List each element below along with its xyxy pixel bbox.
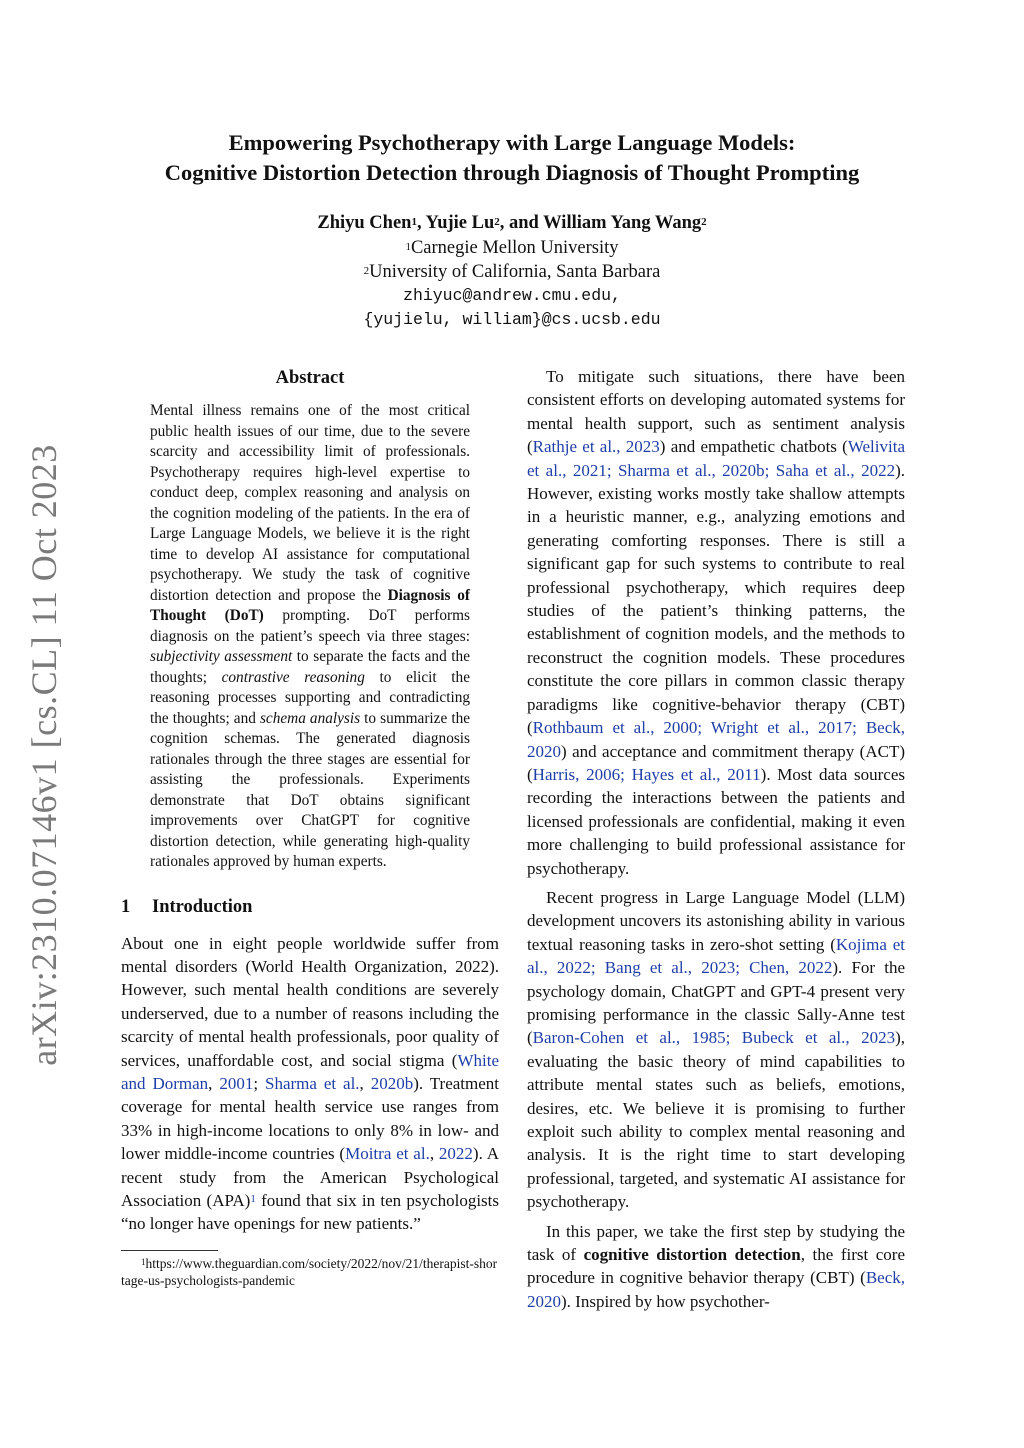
citation-link[interactable]: Welivita et al., 2021; Sharma et al., 2020b; Saha et al., 2022: [527, 437, 905, 480]
paper-title: [100, 128, 924, 188]
citation-link[interactable]: Moitra et al.: [345, 1144, 430, 1164]
text-run: ). A recent study from the American Psychological Association (APA): [121, 1144, 500, 1210]
citation-link[interactable]: 2020b: [370, 1073, 414, 1093]
text-run: ) and empathetic chatbots (: [659, 437, 848, 457]
section-title: Introduction: [152, 896, 253, 917]
stage-name: subjectivity assessment: [150, 648, 293, 665]
affiliation: [100, 260, 924, 284]
citation-link[interactable]: Rothbaum et al., 2000; Wright et al., 2017; Beck, 2020: [527, 718, 905, 761]
section-heading-introduction: [121, 894, 499, 920]
footnote-divider: [121, 1250, 218, 1251]
author-name: Zhiyu Chen: [317, 213, 412, 233]
citation-link[interactable]: Beck, 2020: [527, 1268, 905, 1311]
text-run: Recent progress in Large Language Model (LLM) development uncovers its astonishing ability in various textual reasoning tasks in zero-shot setting (: [527, 887, 905, 954]
section-number: 1: [121, 896, 131, 917]
left-column: [121, 365, 499, 1289]
text-run: , the first core procedure in cognitive behavior therapy (CBT) (: [527, 1245, 905, 1288]
text-run: ,: [429, 1144, 439, 1164]
text-run: to elicit the reasoning processes supporting and contradicting the thoughts; and: [150, 668, 470, 727]
text-run: ,: [359, 1073, 371, 1093]
text-run: Mental illness remains one of the most critical public health issues of our time, due to the severe scarcity and accessibility limit of professionals. Psychotherapy requires high-level expertise to conduct deep, complex reasoning and analysis on the cognition modeling of the patients. In the era of Large Language Models, we believe it is the right time to develop AI assistance for computational psychotherapy. We study the task of cognitive distortion detection and propose the: [150, 402, 470, 604]
body-paragraph: [527, 1220, 905, 1314]
text-run: ), evaluating the basic theory of mind capabilities to attribute mental states such as beliefs, emotions, desires, etc. We believe it is promising to further exploit such ability to complex mental reasoning and analysis. It is the right time to start developing professional, targeted, and systematic AI assistance for psychotherapy.: [527, 1028, 905, 1212]
affiliation-name: Carnegie Mellon University: [410, 238, 619, 258]
citation-link[interactable]: Sharma et al.: [264, 1073, 360, 1093]
text-run: In this paper, we take the first step by studying the task of: [527, 1221, 905, 1265]
affiliation: [100, 236, 924, 260]
affiliation-mark: 1: [405, 241, 411, 253]
author-affiliation-mark: 1: [411, 216, 417, 228]
arxiv-identifier: arXiv:2310.07146v1 [cs.CL] 11 Oct 2023: [24, 444, 65, 1066]
author-separator: ,: [416, 213, 426, 233]
text-run: ). Most data sources recording the interactions between the patients and licensed professionals are confidential, making it even more challenging to build professional assistance for psychotherapy.: [527, 764, 905, 878]
citation-link[interactable]: Harris, 2006; Hayes et al., 2011: [532, 764, 761, 784]
task-name: cognitive distortion detection: [583, 1245, 801, 1265]
citation-link[interactable]: Baron-Cohen et al., 1985; Bubeck et al., 2023: [532, 1028, 896, 1048]
body-paragraph: [527, 365, 905, 880]
text-run: ). Treatment coverage for mental health service use ranges from 33% in high-income locations to only 8% in low- and lower middle-income countries (: [121, 1073, 499, 1164]
right-column: [527, 365, 905, 1313]
abstract-text: [150, 401, 470, 873]
footnote-number: 1: [141, 1256, 146, 1267]
affiliation-name: University of California, Santa Barbara: [369, 262, 661, 282]
body-paragraph: [527, 886, 905, 1214]
text-run: ). For the psychology domain, ChatGPT and GPT-4 present very promising performance in the classic Sally-Anne test (: [527, 958, 906, 1048]
title-line-1: Empowering Psychotherapy with Large Language Models:: [228, 130, 796, 155]
citation-link[interactable]: Rathje et al., 2023: [532, 437, 660, 457]
text-run: to summarize the cognition schemas. The generated diagnosis rationales through the three stages are essential for assisting the professionals. Experiments demonstrate that DoT obtains significant improvements over ChatGPT for cognitive distortion detection, while generating high-quality rationales approved by human experts.: [150, 709, 471, 870]
author-name: Yujie Lu: [425, 213, 495, 233]
author-separator: , and: [499, 213, 544, 233]
stage-name: contrastive reasoning: [221, 668, 365, 686]
paper-header: [100, 128, 924, 332]
intro-paragraph: [121, 932, 499, 1236]
text-run: About one in eight people worldwide suffer from mental disorders (World Health Organization, 2022). However, such mental health conditions are severely underserved, due to a number of reasons including the scarcity of mental health professionals, poor quality of services, unaffordable cost, and social stigma (: [121, 933, 499, 1070]
text-run: ). Inspired by how psychother-: [561, 1291, 770, 1311]
arxiv-sidebar: [20, 440, 68, 1070]
author-affiliation-mark: 2: [494, 216, 500, 228]
text-run: ,: [208, 1073, 220, 1093]
text-run: ) and acceptance and commitment therapy (ACT) (: [527, 741, 905, 784]
footnote-mark[interactable]: 1: [250, 1192, 256, 1205]
citation-link[interactable]: 2022: [438, 1144, 473, 1164]
abstract-heading: Abstract: [275, 368, 345, 388]
text-run: found that six in ten psychologists “no longer have openings for new patients.”: [121, 1190, 499, 1234]
text-run: ;: [253, 1073, 265, 1093]
text-run: to separate the facts and the thoughts;: [150, 648, 470, 686]
text-run: To mitigate such situations, there have been consistent efforts on developing automated systems for mental health support, such as sentiment analysis (: [527, 367, 905, 457]
method-name: Diagnosis of Thought (DoT): [150, 586, 470, 624]
stage-name: schema analysis: [259, 709, 361, 727]
footnote-url[interactable]: https://www.theguardian.com/society/2022/nov/21/therapist-shortage-us-psychologists-pandemic: [121, 1255, 498, 1288]
text-run: ). However, existing works mostly take shallow attempts in a heuristic manner, e.g., analyzing emotions and generating comforting responses. There is still a significant gap for such systems to contribute to real professional psychotherapy, which requires deep studies of the patient’s thinking patterns, the establishment of cognition models, and the methods to reconstruct the cognition models. These procedures constitute the core pillars in common classic therapy paradigms like cognitive-behavior therapy (CBT) (: [527, 460, 905, 738]
email-line: zhiyuc@andrew.cmu.edu,: [403, 286, 621, 305]
title-line-2: Cognitive Distortion Detection through Diagnosis of Thought Prompting: [164, 160, 860, 185]
author-affiliation-mark: 2: [701, 216, 707, 228]
affiliation-mark: 2: [363, 265, 370, 277]
footnote: [121, 1255, 499, 1289]
citation-link[interactable]: Kojima et al., 2022; Bang et al., 2023; Chen, 2022: [527, 934, 905, 978]
citation-link[interactable]: 2001: [219, 1073, 254, 1093]
text-run: prompting. DoT performs diagnosis on the patient’s speech via three stages:: [150, 607, 470, 645]
citation-link[interactable]: White and Dorman: [121, 1050, 499, 1093]
email-line: {yujielu, william}@cs.ucsb.edu: [363, 310, 661, 329]
author-name: William Yang Wang: [543, 213, 702, 233]
author-list: [100, 210, 924, 236]
